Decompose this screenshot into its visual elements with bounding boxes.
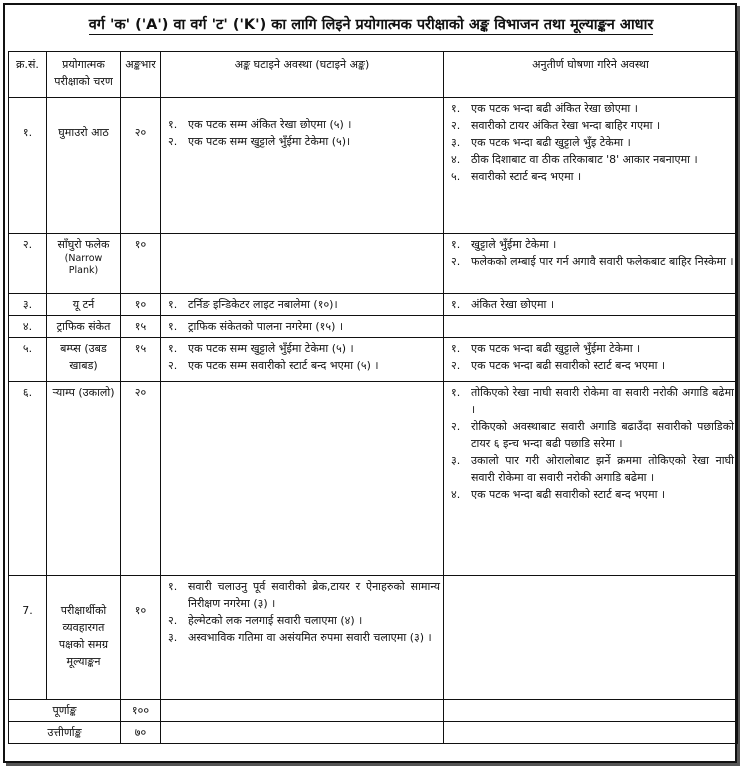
total-row: [9, 722, 738, 744]
row-fail: [444, 294, 738, 316]
item-number: १.: [168, 298, 178, 311]
item-text: उकालो पार गरी ओरालोबाट झर्ने क्रममा तोकिएको रेखा नाघी सवारी रोकेमा वा सवारी नरोकी अगाडि बढेमा ।: [471, 454, 734, 485]
deduct-list: [164, 578, 440, 646]
item-number: १.: [451, 238, 461, 251]
item-number: २.: [168, 359, 178, 373]
item-number: १.: [168, 580, 178, 594]
item-number: १.: [451, 386, 461, 400]
list-item: [447, 117, 734, 134]
table-row: [9, 338, 738, 382]
row-stage: [47, 294, 121, 316]
row-fail: [444, 576, 738, 700]
list-item: [447, 384, 734, 418]
item-number: २.: [451, 255, 461, 269]
stage-label: र्‍याम्प (उकालो): [52, 386, 115, 400]
item-text: ठीक दिशाबाट वा ठीक तरिकाबाट '8' आकार नबनाएमा ।: [471, 153, 698, 167]
item-number: ३.: [168, 631, 178, 645]
empty-cell: [161, 722, 444, 744]
row-deduct: [161, 338, 444, 382]
item-number: १.: [451, 342, 461, 356]
empty-cell: [444, 700, 738, 722]
item-number: ३.: [451, 454, 461, 468]
stage-sub-label: (Narrow Plank): [64, 253, 103, 277]
header-fail: अनुतीर्ण घोषणा गरिने अवस्था: [444, 52, 738, 98]
item-text: एक पटक भन्दा बढी सवारीको स्टार्ट बन्द भएमा ।: [471, 488, 666, 502]
total-value: ७०: [121, 722, 161, 744]
row-fail: [444, 234, 738, 294]
item-number: १.: [451, 102, 461, 115]
row-deduct: [161, 98, 444, 234]
deduct-list: [164, 340, 440, 374]
item-text: एक पटक भन्दा बढी अंकित रेखा छोएमा ।: [471, 102, 638, 115]
total-value: १००: [121, 700, 161, 722]
list-item: [447, 168, 734, 185]
fail-list: [447, 236, 734, 270]
table-row: [9, 316, 738, 338]
table-row: [9, 98, 738, 234]
list-item: [164, 629, 440, 646]
list-item: [447, 452, 734, 486]
row-fail: [444, 382, 738, 576]
list-item: [164, 116, 440, 133]
row-sn: 7.: [9, 576, 47, 700]
deduct-list: [164, 116, 440, 150]
row-marks: २०: [121, 382, 161, 576]
item-number: २.: [451, 420, 461, 434]
row-deduct: [161, 316, 444, 338]
item-number: १.: [168, 118, 178, 131]
list-item: [447, 236, 734, 253]
table-row: [9, 382, 738, 576]
row-sn: ६.: [9, 382, 47, 576]
fail-list: [447, 296, 734, 313]
total-label: उत्तीर्णाङ्क: [9, 722, 121, 744]
item-text: एक पटक सम्म खुट्टाले भुँईमा टेकेमा (५)।: [188, 135, 351, 149]
list-item: [164, 340, 440, 357]
table-body: [9, 98, 738, 744]
item-text: एक पटक सम्म खुट्टाले भुँईमा टेकेमा (५) ।: [188, 342, 354, 356]
item-text: सवारीको स्टार्ट बन्द भएमा ।: [471, 170, 582, 184]
row-fail: [444, 316, 738, 338]
row-deduct: [161, 576, 444, 700]
list-item: [447, 253, 734, 270]
row-marks: १५: [121, 316, 161, 338]
stage-label: बम्प्स (उबड खाबड): [60, 342, 107, 373]
item-text: ट्राफिक संकेतको पालना नगरेमा (१५) ।: [188, 320, 344, 334]
list-item: [447, 100, 734, 117]
list-item: [164, 318, 440, 335]
item-text: खुट्टाले भुँईमा टेकेमा ।: [471, 238, 557, 251]
row-marks: २०: [121, 98, 161, 234]
header-deduct: अङ्क घटाइने अवस्था (घटाइने अङ्क): [161, 52, 444, 98]
row-sn: १.: [9, 98, 47, 234]
page-title: वर्ग 'क' ('A') वा वर्ग 'ट' ('K') का लागि लिइने प्रयोगात्मक परीक्षाको अङ्क विभाजन तथा मूल्याङ्कन आधार: [88, 17, 654, 33]
item-text: सवारीको टायर अंकित रेखा भन्दा बाहिर गएमा ।: [471, 119, 661, 133]
item-text: अंकित रेखा छोएमा ।: [471, 298, 555, 311]
item-text: फलेकको लम्बाई पार गर्न अगावै सवारी फलेकबाट बाहिर निस्केमा ।: [471, 255, 734, 269]
row-stage: [47, 576, 121, 700]
item-number: २.: [168, 135, 178, 149]
total-row: [9, 700, 738, 722]
list-item: [447, 134, 734, 151]
row-sn: ३.: [9, 294, 47, 316]
item-number: २.: [168, 614, 178, 628]
item-number: ४.: [451, 488, 461, 502]
row-stage: [47, 98, 121, 234]
list-item: [447, 340, 734, 357]
fail-list: [447, 384, 734, 503]
list-item: [164, 357, 440, 374]
item-number: १.: [451, 298, 461, 311]
stage-label: यू टर्न: [72, 298, 95, 311]
item-number: ३.: [451, 136, 461, 150]
table-row: [9, 234, 738, 294]
row-stage: [47, 316, 121, 338]
stage-label: ट्राफिक संकेत: [56, 320, 111, 334]
item-number: १.: [168, 320, 178, 334]
row-sn: २.: [9, 234, 47, 294]
row-marks: १०: [121, 234, 161, 294]
item-text: अस्वभाविक गतिमा वा असंयमित रुपमा सवारी चलाएमा (३) ।: [188, 631, 432, 645]
fail-list: [447, 100, 734, 185]
list-item: [447, 486, 734, 503]
table-row: [9, 294, 738, 316]
list-item: [164, 612, 440, 629]
row-marks: १५: [121, 338, 161, 382]
header-marks: अङ्कभार: [121, 52, 161, 98]
row-marks: १०: [121, 576, 161, 700]
row-marks: १०: [121, 294, 161, 316]
evaluation-table: [8, 51, 738, 744]
row-stage: [47, 382, 121, 576]
row-stage: [47, 338, 121, 382]
row-stage: [47, 234, 121, 294]
total-label: पूर्णाङ्क: [9, 700, 121, 722]
item-text: तोकिएको रेखा नाघी सवारी रोकेमा वा सवारी नरोकी अगाडि बढेमा ।: [471, 386, 734, 417]
header-stage: प्रयोगात्मक परीक्षाको चरण: [47, 52, 121, 98]
list-item: [164, 133, 440, 150]
list-item: [164, 296, 440, 313]
list-item: [447, 418, 734, 452]
fail-list: [447, 340, 734, 374]
deduct-list: [164, 296, 440, 313]
item-text: टर्निङ इन्डिकेटर लाइट नबालेमा (१०)।: [188, 298, 338, 311]
item-text: एक पटक भन्दा बढी खुट्टाले भुँईमा टेकेमा ।: [471, 342, 641, 356]
row-deduct: [161, 294, 444, 316]
list-item: [164, 578, 440, 612]
item-text: हेल्मेटको लक नलगाई सवारी चलाएमा (४) ।: [188, 614, 363, 628]
item-text: सवारी चलाउनु पूर्व सवारीको ब्रेक,टायर र ऐनाहरुको सामान्य निरीक्षण नगरेमा (३) ।: [188, 580, 440, 611]
header-row: [9, 52, 738, 98]
item-number: १.: [168, 342, 178, 356]
row-sn: ४.: [9, 316, 47, 338]
header-sn: क्र.सं.: [9, 52, 47, 98]
item-number: २.: [451, 359, 461, 373]
row-fail: [444, 338, 738, 382]
stage-label: परीक्षार्थीको व्यवहारगत पक्षको समग्र मूल्याङ्कन: [58, 604, 109, 669]
stage-label: साँघुरो फलेक: [57, 238, 110, 251]
empty-cell: [161, 700, 444, 722]
table-row: [9, 576, 738, 700]
item-number: २.: [451, 119, 461, 133]
row-fail: [444, 98, 738, 234]
empty-cell: [444, 722, 738, 744]
item-number: ४.: [451, 153, 461, 167]
item-text: रोकिएको अवस्थाबाट सवारी अगाडि बढाउँदा सवारीको पछाडिको टायर ६ इन्च भन्दा बढी पछाडि सरेमा ।: [471, 420, 734, 451]
item-text: एक पटक भन्दा बढी खुट्टाले भुँइ टेकेमा ।: [471, 136, 631, 150]
list-item: [447, 151, 734, 168]
item-text: एक पटक सम्म सवारीको स्टार्ट बन्द भएमा (५) ।: [188, 359, 379, 373]
list-item: [447, 296, 734, 313]
item-text: एक पटक भन्दा बढी सवारीको स्टार्ट बन्द भएमा ।: [471, 359, 666, 373]
list-item: [447, 357, 734, 374]
row-sn: ५.: [9, 338, 47, 382]
deduct-list: [164, 318, 440, 335]
item-number: ५.: [451, 170, 461, 184]
row-deduct: [161, 382, 444, 576]
stage-label: घुमाउरो आठ: [58, 126, 109, 139]
item-text: एक पटक सम्म अंकित रेखा छोएमा (५) ।: [188, 118, 352, 131]
row-deduct: [161, 234, 444, 294]
